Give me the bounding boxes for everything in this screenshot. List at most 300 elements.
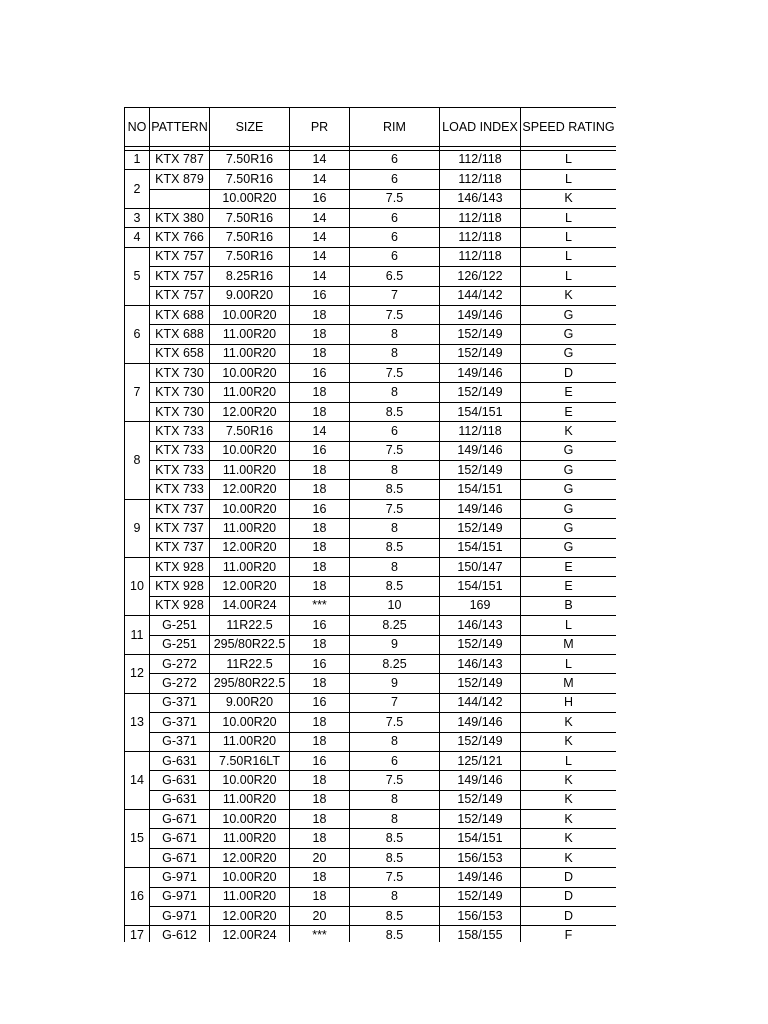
- pr-cell: 14: [290, 422, 350, 441]
- pr-cell: 14: [290, 170, 350, 189]
- table-body: [125, 147, 617, 943]
- pr-cell: 20: [290, 907, 350, 926]
- pattern-cell: G-971: [150, 887, 210, 906]
- rim-cell: 9: [350, 674, 440, 693]
- speed-rating-cell: K: [521, 810, 617, 829]
- no-cell: 8: [125, 422, 150, 500]
- no-cell: 2: [125, 170, 150, 209]
- table-row: [125, 325, 617, 344]
- speed-rating-cell: F: [521, 926, 617, 942]
- rim-cell: 6.5: [350, 267, 440, 286]
- table-row: [125, 461, 617, 480]
- speed-rating-cell: L: [521, 247, 617, 266]
- header-pr: PR: [290, 108, 350, 147]
- load-index-cell: 112/118: [440, 422, 521, 441]
- header-load-index: LOAD INDEX: [440, 108, 521, 147]
- load-index-cell: 112/118: [440, 170, 521, 189]
- rim-cell: 7.5: [350, 868, 440, 887]
- rim-cell: 6: [350, 208, 440, 227]
- pr-cell: 18: [290, 868, 350, 887]
- pr-cell: 14: [290, 267, 350, 286]
- pattern-cell: G-671: [150, 810, 210, 829]
- no-cell: 15: [125, 810, 150, 868]
- load-index-cell: 152/149: [440, 790, 521, 809]
- rim-cell: 8.5: [350, 538, 440, 557]
- load-index-cell: 152/149: [440, 635, 521, 654]
- tire-spec-sheet: [124, 107, 616, 942]
- load-index-cell: 149/146: [440, 364, 521, 383]
- speed-rating-cell: G: [521, 461, 617, 480]
- no-cell: 14: [125, 751, 150, 809]
- speed-rating-cell: H: [521, 693, 617, 712]
- rim-cell: 10: [350, 596, 440, 615]
- rim-cell: 7.5: [350, 713, 440, 732]
- pattern-cell: KTX 688: [150, 305, 210, 324]
- speed-rating-cell: K: [521, 829, 617, 848]
- table-row: [125, 810, 617, 829]
- size-cell: 11.00R20: [210, 344, 290, 363]
- size-cell: 12.00R24: [210, 926, 290, 942]
- speed-rating-cell: D: [521, 907, 617, 926]
- table-row: [125, 480, 617, 499]
- load-index-cell: 112/118: [440, 208, 521, 227]
- size-cell: 10.00R20: [210, 189, 290, 208]
- no-cell: 16: [125, 868, 150, 926]
- table-row: [125, 635, 617, 654]
- size-cell: 11R22.5: [210, 616, 290, 635]
- pr-cell: 14: [290, 228, 350, 247]
- rim-cell: 8: [350, 810, 440, 829]
- pattern-cell: KTX 757: [150, 286, 210, 305]
- pattern-cell: KTX 928: [150, 558, 210, 577]
- table-row: [125, 674, 617, 693]
- pr-cell: 14: [290, 150, 350, 169]
- table-row: [125, 402, 617, 421]
- no-cell: 13: [125, 693, 150, 751]
- table-row: [125, 848, 617, 867]
- pr-cell: 16: [290, 364, 350, 383]
- pattern-cell: KTX 733: [150, 461, 210, 480]
- size-cell: 10.00R20: [210, 771, 290, 790]
- pr-cell: 18: [290, 519, 350, 538]
- table-row: [125, 267, 617, 286]
- rim-cell: 8.5: [350, 829, 440, 848]
- load-index-cell: 169: [440, 596, 521, 615]
- table-row: [125, 499, 617, 518]
- pattern-cell: KTX 757: [150, 267, 210, 286]
- table-row: [125, 926, 617, 942]
- pr-cell: 18: [290, 674, 350, 693]
- pattern-cell: KTX 658: [150, 344, 210, 363]
- pr-cell: 18: [290, 790, 350, 809]
- table-row: [125, 422, 617, 441]
- load-index-cell: 150/147: [440, 558, 521, 577]
- rim-cell: 8.5: [350, 926, 440, 942]
- rim-cell: 6: [350, 150, 440, 169]
- size-cell: 11.00R20: [210, 383, 290, 402]
- pr-cell: 18: [290, 480, 350, 499]
- pr-cell: 16: [290, 616, 350, 635]
- table-row: [125, 654, 617, 673]
- size-cell: 12.00R20: [210, 538, 290, 557]
- load-index-cell: 156/153: [440, 848, 521, 867]
- pr-cell: 16: [290, 441, 350, 460]
- no-cell: 5: [125, 247, 150, 305]
- pr-cell: 18: [290, 771, 350, 790]
- speed-rating-cell: G: [521, 344, 617, 363]
- speed-rating-cell: L: [521, 228, 617, 247]
- rim-cell: 8: [350, 887, 440, 906]
- speed-rating-cell: M: [521, 635, 617, 654]
- speed-rating-cell: D: [521, 868, 617, 887]
- no-cell: 10: [125, 558, 150, 616]
- table-row: [125, 208, 617, 227]
- pr-cell: ***: [290, 926, 350, 942]
- load-index-cell: 154/151: [440, 829, 521, 848]
- size-cell: 11.00R20: [210, 887, 290, 906]
- pattern-cell: KTX 380: [150, 208, 210, 227]
- speed-rating-cell: D: [521, 887, 617, 906]
- load-index-cell: 152/149: [440, 325, 521, 344]
- speed-rating-cell: G: [521, 499, 617, 518]
- speed-rating-cell: D: [521, 364, 617, 383]
- no-cell: 11: [125, 616, 150, 655]
- speed-rating-cell: K: [521, 771, 617, 790]
- load-index-cell: 149/146: [440, 868, 521, 887]
- size-cell: 11.00R20: [210, 519, 290, 538]
- table-row: [125, 441, 617, 460]
- size-cell: 11.00R20: [210, 325, 290, 344]
- pr-cell: 18: [290, 829, 350, 848]
- table-row: [125, 364, 617, 383]
- pr-cell: 18: [290, 558, 350, 577]
- table-row: [125, 616, 617, 635]
- size-cell: 14.00R24: [210, 596, 290, 615]
- size-cell: 9.00R20: [210, 693, 290, 712]
- table-row: [125, 829, 617, 848]
- pattern-cell: KTX 787: [150, 150, 210, 169]
- pattern-cell: KTX 737: [150, 538, 210, 557]
- pr-cell: 20: [290, 848, 350, 867]
- load-index-cell: 146/143: [440, 654, 521, 673]
- rim-cell: 8: [350, 461, 440, 480]
- rim-cell: 7: [350, 286, 440, 305]
- table-row: [125, 228, 617, 247]
- rim-cell: 8: [350, 325, 440, 344]
- load-index-cell: 154/151: [440, 577, 521, 596]
- pattern-cell: KTX 879: [150, 170, 210, 189]
- no-cell: 17: [125, 926, 150, 942]
- table-row: [125, 577, 617, 596]
- pr-cell: 18: [290, 325, 350, 344]
- size-cell: 12.00R20: [210, 907, 290, 926]
- table-row: [125, 558, 617, 577]
- size-cell: 11.00R20: [210, 790, 290, 809]
- table-row: [125, 771, 617, 790]
- pattern-cell: G-671: [150, 848, 210, 867]
- load-index-cell: 158/155: [440, 926, 521, 942]
- load-index-cell: 152/149: [440, 383, 521, 402]
- pattern-cell: KTX 928: [150, 577, 210, 596]
- size-cell: 10.00R20: [210, 810, 290, 829]
- load-index-cell: 149/146: [440, 771, 521, 790]
- speed-rating-cell: G: [521, 480, 617, 499]
- speed-rating-cell: L: [521, 150, 617, 169]
- speed-rating-cell: L: [521, 751, 617, 770]
- size-cell: 7.50R16: [210, 247, 290, 266]
- pattern-cell: G-251: [150, 635, 210, 654]
- load-index-cell: 144/142: [440, 693, 521, 712]
- rim-cell: 8: [350, 790, 440, 809]
- load-index-cell: 156/153: [440, 907, 521, 926]
- load-index-cell: 154/151: [440, 480, 521, 499]
- no-cell: 1: [125, 150, 150, 169]
- pr-cell: 18: [290, 305, 350, 324]
- pattern-cell: G-612: [150, 926, 210, 942]
- no-cell: 6: [125, 305, 150, 363]
- size-cell: 8.25R16: [210, 267, 290, 286]
- size-cell: 11.00R20: [210, 558, 290, 577]
- size-cell: 10.00R20: [210, 868, 290, 887]
- pattern-cell: KTX 928: [150, 596, 210, 615]
- speed-rating-cell: G: [521, 519, 617, 538]
- speed-rating-cell: E: [521, 383, 617, 402]
- rim-cell: 8: [350, 732, 440, 751]
- size-cell: 7.50R16: [210, 422, 290, 441]
- pattern-cell: KTX 730: [150, 364, 210, 383]
- load-index-cell: 154/151: [440, 538, 521, 557]
- pr-cell: 16: [290, 499, 350, 518]
- pattern-cell: G-272: [150, 654, 210, 673]
- rim-cell: 8.5: [350, 480, 440, 499]
- rim-cell: 7: [350, 693, 440, 712]
- table-row: [125, 519, 617, 538]
- load-index-cell: 152/149: [440, 674, 521, 693]
- pattern-cell: G-671: [150, 829, 210, 848]
- pattern-cell: G-971: [150, 868, 210, 887]
- load-index-cell: 144/142: [440, 286, 521, 305]
- header-no: NO: [125, 108, 150, 147]
- speed-rating-cell: K: [521, 286, 617, 305]
- speed-rating-cell: G: [521, 305, 617, 324]
- header-size: SIZE: [210, 108, 290, 147]
- table-row: [125, 305, 617, 324]
- rim-cell: 8: [350, 383, 440, 402]
- speed-rating-cell: K: [521, 189, 617, 208]
- rim-cell: 6: [350, 170, 440, 189]
- table-row: [125, 693, 617, 712]
- pattern-cell: KTX 733: [150, 422, 210, 441]
- table-row: [125, 751, 617, 770]
- rim-cell: 9: [350, 635, 440, 654]
- pr-cell: 14: [290, 247, 350, 266]
- speed-rating-cell: L: [521, 170, 617, 189]
- size-cell: 11.00R20: [210, 732, 290, 751]
- pattern-cell: KTX 688: [150, 325, 210, 344]
- table-row: [125, 713, 617, 732]
- pattern-cell: G-371: [150, 732, 210, 751]
- speed-rating-cell: K: [521, 848, 617, 867]
- pattern-cell: G-971: [150, 907, 210, 926]
- pr-cell: 18: [290, 538, 350, 557]
- size-cell: 10.00R20: [210, 364, 290, 383]
- load-index-cell: 126/122: [440, 267, 521, 286]
- load-index-cell: 112/118: [440, 228, 521, 247]
- pr-cell: 18: [290, 577, 350, 596]
- pattern-cell: KTX 730: [150, 402, 210, 421]
- rim-cell: 8.5: [350, 907, 440, 926]
- rim-cell: 8.5: [350, 848, 440, 867]
- no-cell: 12: [125, 654, 150, 693]
- header-row: [125, 108, 617, 147]
- table-row: [125, 170, 617, 189]
- load-index-cell: 125/121: [440, 751, 521, 770]
- rim-cell: 8.25: [350, 616, 440, 635]
- speed-rating-cell: E: [521, 402, 617, 421]
- load-index-cell: 152/149: [440, 344, 521, 363]
- pattern-cell: G-371: [150, 693, 210, 712]
- pattern-cell: [150, 189, 210, 208]
- size-cell: 12.00R20: [210, 480, 290, 499]
- pr-cell: 16: [290, 286, 350, 305]
- pr-cell: 18: [290, 383, 350, 402]
- rim-cell: 8: [350, 558, 440, 577]
- load-index-cell: 152/149: [440, 461, 521, 480]
- header-pattern: PATTERN: [150, 108, 210, 147]
- speed-rating-cell: L: [521, 267, 617, 286]
- pattern-cell: G-631: [150, 790, 210, 809]
- header-rim: RIM: [350, 108, 440, 147]
- load-index-cell: 154/151: [440, 402, 521, 421]
- pattern-cell: KTX 733: [150, 480, 210, 499]
- load-index-cell: 149/146: [440, 713, 521, 732]
- rim-cell: 7.5: [350, 189, 440, 208]
- size-cell: 9.00R20: [210, 286, 290, 305]
- speed-rating-cell: L: [521, 208, 617, 227]
- speed-rating-cell: K: [521, 732, 617, 751]
- pr-cell: 18: [290, 635, 350, 654]
- pattern-cell: G-631: [150, 771, 210, 790]
- size-cell: 10.00R20: [210, 713, 290, 732]
- table-row: [125, 868, 617, 887]
- pr-cell: 18: [290, 713, 350, 732]
- speed-rating-cell: K: [521, 422, 617, 441]
- pr-cell: ***: [290, 596, 350, 615]
- load-index-cell: 152/149: [440, 810, 521, 829]
- speed-rating-cell: G: [521, 441, 617, 460]
- load-index-cell: 149/146: [440, 305, 521, 324]
- speed-rating-cell: K: [521, 713, 617, 732]
- size-cell: 295/80R22.5: [210, 674, 290, 693]
- size-cell: 11.00R20: [210, 829, 290, 848]
- rim-cell: 6: [350, 422, 440, 441]
- table-row: [125, 538, 617, 557]
- load-index-cell: 146/143: [440, 189, 521, 208]
- pattern-cell: KTX 757: [150, 247, 210, 266]
- pr-cell: 18: [290, 344, 350, 363]
- table-row: [125, 790, 617, 809]
- pr-cell: 18: [290, 810, 350, 829]
- no-cell: 9: [125, 499, 150, 557]
- pattern-cell: G-251: [150, 616, 210, 635]
- rim-cell: 7.5: [350, 441, 440, 460]
- size-cell: 7.50R16: [210, 170, 290, 189]
- pattern-cell: KTX 730: [150, 383, 210, 402]
- load-index-cell: 149/146: [440, 441, 521, 460]
- table-row: [125, 286, 617, 305]
- no-cell: 3: [125, 208, 150, 227]
- pattern-cell: G-272: [150, 674, 210, 693]
- table-row: [125, 189, 617, 208]
- rim-cell: 7.5: [350, 499, 440, 518]
- pattern-cell: KTX 733: [150, 441, 210, 460]
- load-index-cell: 149/146: [440, 499, 521, 518]
- speed-rating-cell: L: [521, 654, 617, 673]
- pr-cell: 18: [290, 461, 350, 480]
- size-cell: 7.50R16: [210, 228, 290, 247]
- rim-cell: 6: [350, 247, 440, 266]
- rim-cell: 8.5: [350, 402, 440, 421]
- tire-spec-table: [124, 107, 616, 942]
- size-cell: 7.50R16: [210, 150, 290, 169]
- pr-cell: 14: [290, 208, 350, 227]
- size-cell: 10.00R20: [210, 441, 290, 460]
- rim-cell: 6: [350, 228, 440, 247]
- speed-rating-cell: B: [521, 596, 617, 615]
- load-index-cell: 146/143: [440, 616, 521, 635]
- no-cell: 4: [125, 228, 150, 247]
- pattern-cell: KTX 766: [150, 228, 210, 247]
- load-index-cell: 152/149: [440, 519, 521, 538]
- table-row: [125, 907, 617, 926]
- speed-rating-cell: L: [521, 616, 617, 635]
- pattern-cell: KTX 737: [150, 519, 210, 538]
- rim-cell: 7.5: [350, 771, 440, 790]
- header-speed-rating: SPEED RATING: [521, 108, 617, 147]
- speed-rating-cell: E: [521, 558, 617, 577]
- rim-cell: 8.25: [350, 654, 440, 673]
- size-cell: 11.00R20: [210, 461, 290, 480]
- pr-cell: 18: [290, 402, 350, 421]
- size-cell: 295/80R22.5: [210, 635, 290, 654]
- no-cell: 7: [125, 364, 150, 422]
- rim-cell: 8: [350, 519, 440, 538]
- rim-cell: 6: [350, 751, 440, 770]
- size-cell: 7.50R16LT: [210, 751, 290, 770]
- pr-cell: 18: [290, 732, 350, 751]
- rim-cell: 8.5: [350, 577, 440, 596]
- pr-cell: 16: [290, 693, 350, 712]
- pr-cell: 18: [290, 887, 350, 906]
- table-row: [125, 344, 617, 363]
- table-row: [125, 150, 617, 169]
- load-index-cell: 152/149: [440, 732, 521, 751]
- speed-rating-cell: M: [521, 674, 617, 693]
- pattern-cell: G-631: [150, 751, 210, 770]
- pr-cell: 16: [290, 189, 350, 208]
- load-index-cell: 112/118: [440, 247, 521, 266]
- size-cell: 10.00R20: [210, 499, 290, 518]
- load-index-cell: 112/118: [440, 150, 521, 169]
- pattern-cell: G-371: [150, 713, 210, 732]
- table-row: [125, 732, 617, 751]
- table-row: [125, 596, 617, 615]
- size-cell: 11R22.5: [210, 654, 290, 673]
- table-row: [125, 887, 617, 906]
- rim-cell: 7.5: [350, 364, 440, 383]
- size-cell: 7.50R16: [210, 208, 290, 227]
- speed-rating-cell: G: [521, 325, 617, 344]
